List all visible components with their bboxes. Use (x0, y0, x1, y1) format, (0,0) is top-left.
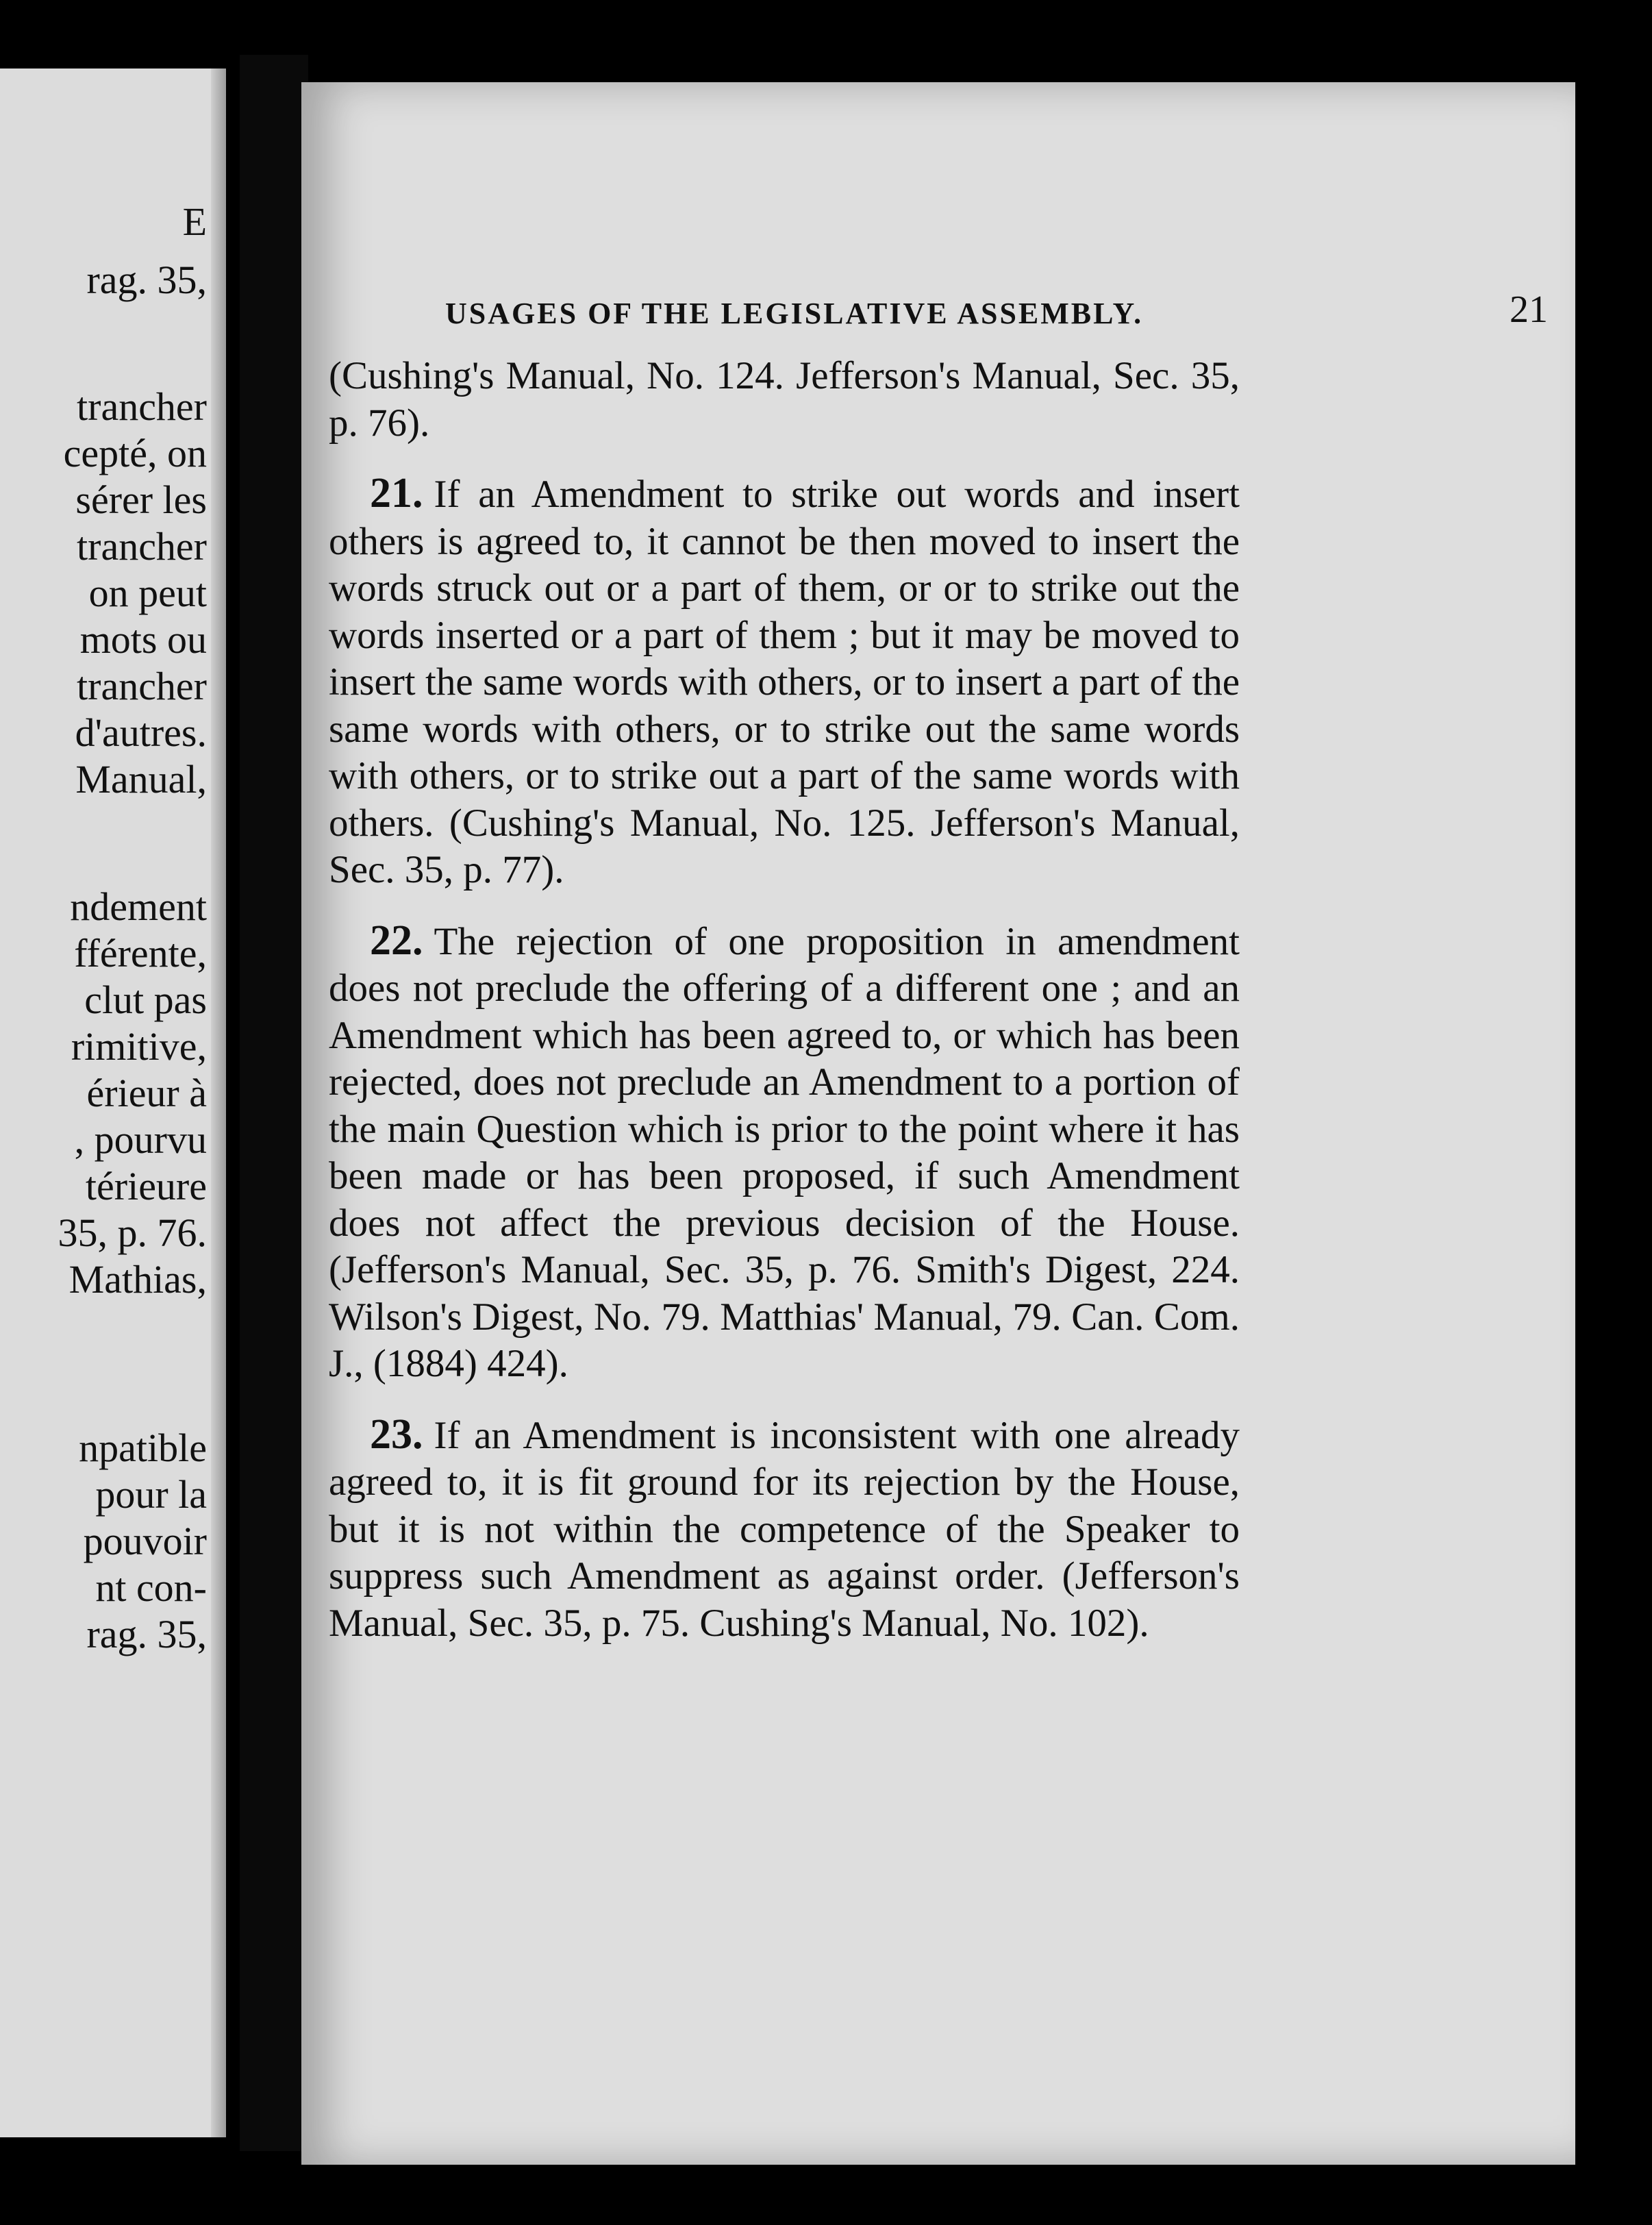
page-number: 21 (1510, 288, 1548, 331)
facing-page-line: trancher (77, 524, 207, 569)
paragraph-text: The rejection of one proposition in amendment does not preclude the offering of a different one ; and an Amendment which has been agreed to, or which has been rejected, does not preclude an Amendment to a portion of the main Question which is prior to the point where it has been made or has been proposed, if such Amendment does not affect the previous decision of the House. (Jefferson's Manual, Sec. 35, p. 76. Smith's Digest, 224. Wilson's Digest, No. 79. Matthias' Manual, 79. Can. Com. J., (1884) 424). (329, 919, 1240, 1385)
facing-page-line: rag. 35, (86, 1612, 207, 1656)
paragraph-22 (329, 917, 1240, 1388)
facing-page-line: cepté, on (63, 431, 207, 475)
paragraph-21 (329, 470, 1240, 894)
facing-page-line: rimitive, (71, 1024, 207, 1069)
facing-page-line: npatible (79, 1426, 207, 1470)
running-header (445, 288, 1548, 343)
paragraph-text: If an Amendment is inconsistent with one already agreed to, it is fit ground for its rejection by the House, but it is not within the competence of the Speaker to suppress such Amendment as against order. (Jefferson's Manual, Sec. 35, p. 75. Cushing's Manual, No. 102). (329, 1413, 1240, 1645)
book-gutter (240, 55, 308, 2151)
paragraph-number: 22. (370, 917, 423, 964)
facing-page-line: Manual, (75, 757, 207, 801)
paragraph-text: If an Amendment to strike out words and insert others is agreed to, it cannot be then moved to insert the words struck out or a part of them, or or to strike out the words inserted or a part of them ; but it may be moved to insert the same words with others, or to insert a part of the same words with others, or to strike out the same words with others, or to strike out a part of the same words with others. (Cushing's Manual, No. 125. Jefferson's Manual, Sec. 35, p. 77). (329, 473, 1240, 891)
facing-page-line: Mathias, (68, 1257, 207, 1302)
facing-page-line: mots ou (79, 617, 207, 662)
paragraph-number: 23. (370, 1410, 423, 1458)
facing-page-line: ndement (70, 884, 207, 929)
facing-page-line: nt con- (95, 1565, 207, 1610)
continuation-paragraph: (Cushing's Manual, No. 124. Jefferson's Manual, Sec. 35, p. 76). (329, 354, 1240, 445)
facing-page-line: 35, p. 76. (58, 1210, 207, 1255)
facing-page-line: pouvoir (83, 1519, 207, 1563)
facing-page-line: clut pas (84, 978, 207, 1022)
facing-page-line: rag. 35, (86, 258, 207, 302)
paragraph-number: 21. (370, 470, 423, 517)
facing-page-line: trancher (77, 664, 207, 708)
facing-page-line: térieure (85, 1164, 207, 1208)
facing-page-line: E (182, 199, 207, 244)
facing-page-line: trancher (77, 384, 207, 429)
running-title: USAGES OF THE LEGISLATIVE ASSEMBLY. (445, 297, 1144, 330)
book-page (301, 82, 1575, 2165)
facing-page-line: sérer les (75, 477, 207, 522)
page-edge (211, 69, 226, 2137)
facing-page-line: d'autres. (75, 710, 207, 755)
facing-page-line: érieur à (86, 1071, 207, 1115)
paragraph-23 (329, 1411, 1240, 1648)
facing-page-line: pour la (95, 1472, 207, 1517)
page-body (329, 353, 1240, 1670)
facing-page-line: on peut (88, 571, 207, 615)
facing-page (0, 69, 226, 2137)
facing-page-line: fférente, (74, 931, 207, 975)
facing-page-line: , pourvu (74, 1117, 207, 1162)
